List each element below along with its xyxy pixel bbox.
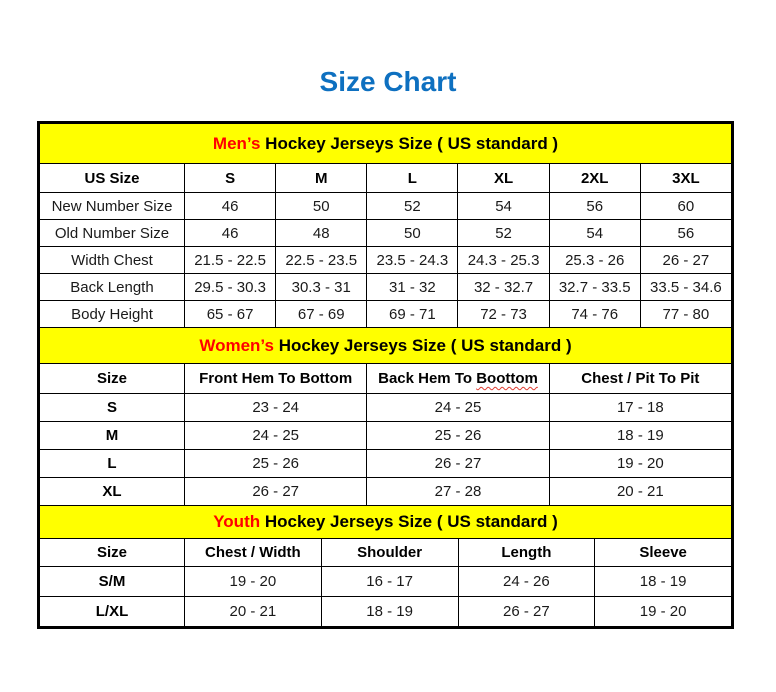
youth-size-table [39, 505, 732, 627]
size-value-cell: 52 [458, 220, 549, 247]
youth-section-title [40, 506, 732, 539]
size-value-cell: 69 - 71 [367, 301, 458, 328]
size-value-cell: 17 - 18 [549, 394, 731, 422]
misspelled-word-squiggle: Boottom [476, 370, 538, 387]
size-value-cell: 18 - 19 [595, 567, 732, 597]
size-value-cell: 16 - 17 [321, 567, 458, 597]
youth-accent-word: Youth [213, 512, 261, 531]
row-label: S [40, 394, 185, 422]
size-value-cell: 24 - 25 [185, 422, 367, 450]
table-row [40, 597, 732, 627]
size-value-cell: 50 [367, 220, 458, 247]
table-row [40, 567, 732, 597]
size-value-cell: 48 [276, 220, 367, 247]
column-header: Chest / Pit To Pit [549, 364, 731, 394]
mens-band-text: Hockey Jerseys Size ( US standard ) [260, 133, 559, 153]
row-label: Body Height [40, 301, 185, 328]
row-label: XL [40, 478, 185, 506]
size-value-cell: 24 - 25 [367, 394, 549, 422]
size-value-cell: 26 - 27 [367, 450, 549, 478]
size-value-cell: 54 [458, 193, 549, 220]
size-value-cell: 23.5 - 24.3 [367, 247, 458, 274]
column-header: S [185, 164, 276, 193]
mens-section-band [40, 124, 732, 164]
size-value-cell: 20 - 21 [549, 478, 731, 506]
mens-size-table [39, 123, 732, 328]
size-value-cell: 31 - 32 [367, 274, 458, 301]
column-header: Size [40, 364, 185, 394]
size-value-cell: 25 - 26 [185, 450, 367, 478]
womens-size-table [39, 327, 732, 506]
size-value-cell: 19 - 20 [595, 597, 732, 627]
column-header: L [367, 164, 458, 193]
size-value-cell: 23 - 24 [185, 394, 367, 422]
column-header: Shoulder [321, 539, 458, 567]
size-value-cell: 60 [640, 193, 731, 220]
table-row [40, 193, 732, 220]
mens-section-title [40, 124, 732, 164]
womens-band-text: Hockey Jerseys Size ( US standard ) [273, 335, 572, 355]
page-title: Size Chart [319, 66, 457, 97]
row-label: M [40, 422, 185, 450]
size-value-cell: 19 - 20 [185, 567, 322, 597]
row-label: Back Length [40, 274, 185, 301]
column-header: Chest / Width [185, 539, 322, 567]
size-value-cell: 24.3 - 25.3 [458, 247, 549, 274]
row-label: Old Number Size [40, 220, 185, 247]
table-row [40, 247, 732, 274]
size-value-cell: 24 - 26 [458, 567, 595, 597]
size-value-cell: 77 - 80 [640, 301, 731, 328]
womens-section-title [40, 328, 732, 364]
size-value-cell: 26 - 27 [458, 597, 595, 627]
row-label: S/M [40, 567, 185, 597]
column-header: US Size [40, 164, 185, 193]
womens-header-row [40, 364, 732, 394]
mens-accent-word: Men’s [212, 133, 261, 153]
size-value-cell: 25.3 - 26 [549, 247, 640, 274]
row-label: New Number Size [40, 193, 185, 220]
size-value-cell: 32.7 - 33.5 [549, 274, 640, 301]
column-header [367, 364, 549, 394]
size-value-cell: 54 [549, 220, 640, 247]
size-value-cell: 52 [367, 193, 458, 220]
column-header-text: Back Hem To [378, 370, 477, 387]
size-value-cell: 18 - 19 [321, 597, 458, 627]
table-row [40, 422, 732, 450]
size-value-cell: 67 - 69 [276, 301, 367, 328]
womens-section-band [40, 328, 732, 364]
youth-header-row [40, 539, 732, 567]
table-row [40, 478, 732, 506]
size-value-cell: 33.5 - 34.6 [640, 274, 731, 301]
size-value-cell: 46 [185, 193, 276, 220]
table-row [40, 220, 732, 247]
size-chart-tables [37, 121, 734, 629]
mens-header-row [40, 164, 732, 193]
size-value-cell: 46 [185, 220, 276, 247]
size-value-cell: 30.3 - 31 [276, 274, 367, 301]
column-header: 3XL [640, 164, 731, 193]
column-header: 2XL [549, 164, 640, 193]
size-value-cell: 65 - 67 [185, 301, 276, 328]
youth-band-text: Hockey Jerseys Size ( US standard ) [260, 512, 558, 531]
column-header: Front Hem To Bottom [185, 364, 367, 394]
size-value-cell: 18 - 19 [549, 422, 731, 450]
table-row [40, 394, 732, 422]
size-value-cell: 56 [549, 193, 640, 220]
size-value-cell: 25 - 26 [367, 422, 549, 450]
size-value-cell: 74 - 76 [549, 301, 640, 328]
table-row [40, 450, 732, 478]
column-header: Size [40, 539, 185, 567]
table-row [40, 274, 732, 301]
column-header: Sleeve [595, 539, 732, 567]
youth-section-band [40, 506, 732, 539]
size-value-cell: 20 - 21 [185, 597, 322, 627]
column-header: Length [458, 539, 595, 567]
size-value-cell: 56 [640, 220, 731, 247]
size-value-cell: 72 - 73 [458, 301, 549, 328]
size-value-cell: 19 - 20 [549, 450, 731, 478]
column-header: M [276, 164, 367, 193]
size-value-cell: 26 - 27 [640, 247, 731, 274]
size-value-cell: 26 - 27 [185, 478, 367, 506]
size-value-cell: 22.5 - 23.5 [276, 247, 367, 274]
table-row [40, 301, 732, 328]
size-value-cell: 27 - 28 [367, 478, 549, 506]
size-value-cell: 29.5 - 30.3 [185, 274, 276, 301]
size-value-cell: 32 - 32.7 [458, 274, 549, 301]
womens-accent-word: Women’s [199, 335, 274, 355]
size-value-cell: 50 [276, 193, 367, 220]
row-label: Width Chest [40, 247, 185, 274]
row-label: L/XL [40, 597, 185, 627]
size-value-cell: 21.5 - 22.5 [185, 247, 276, 274]
column-header: XL [458, 164, 549, 193]
row-label: L [40, 450, 185, 478]
